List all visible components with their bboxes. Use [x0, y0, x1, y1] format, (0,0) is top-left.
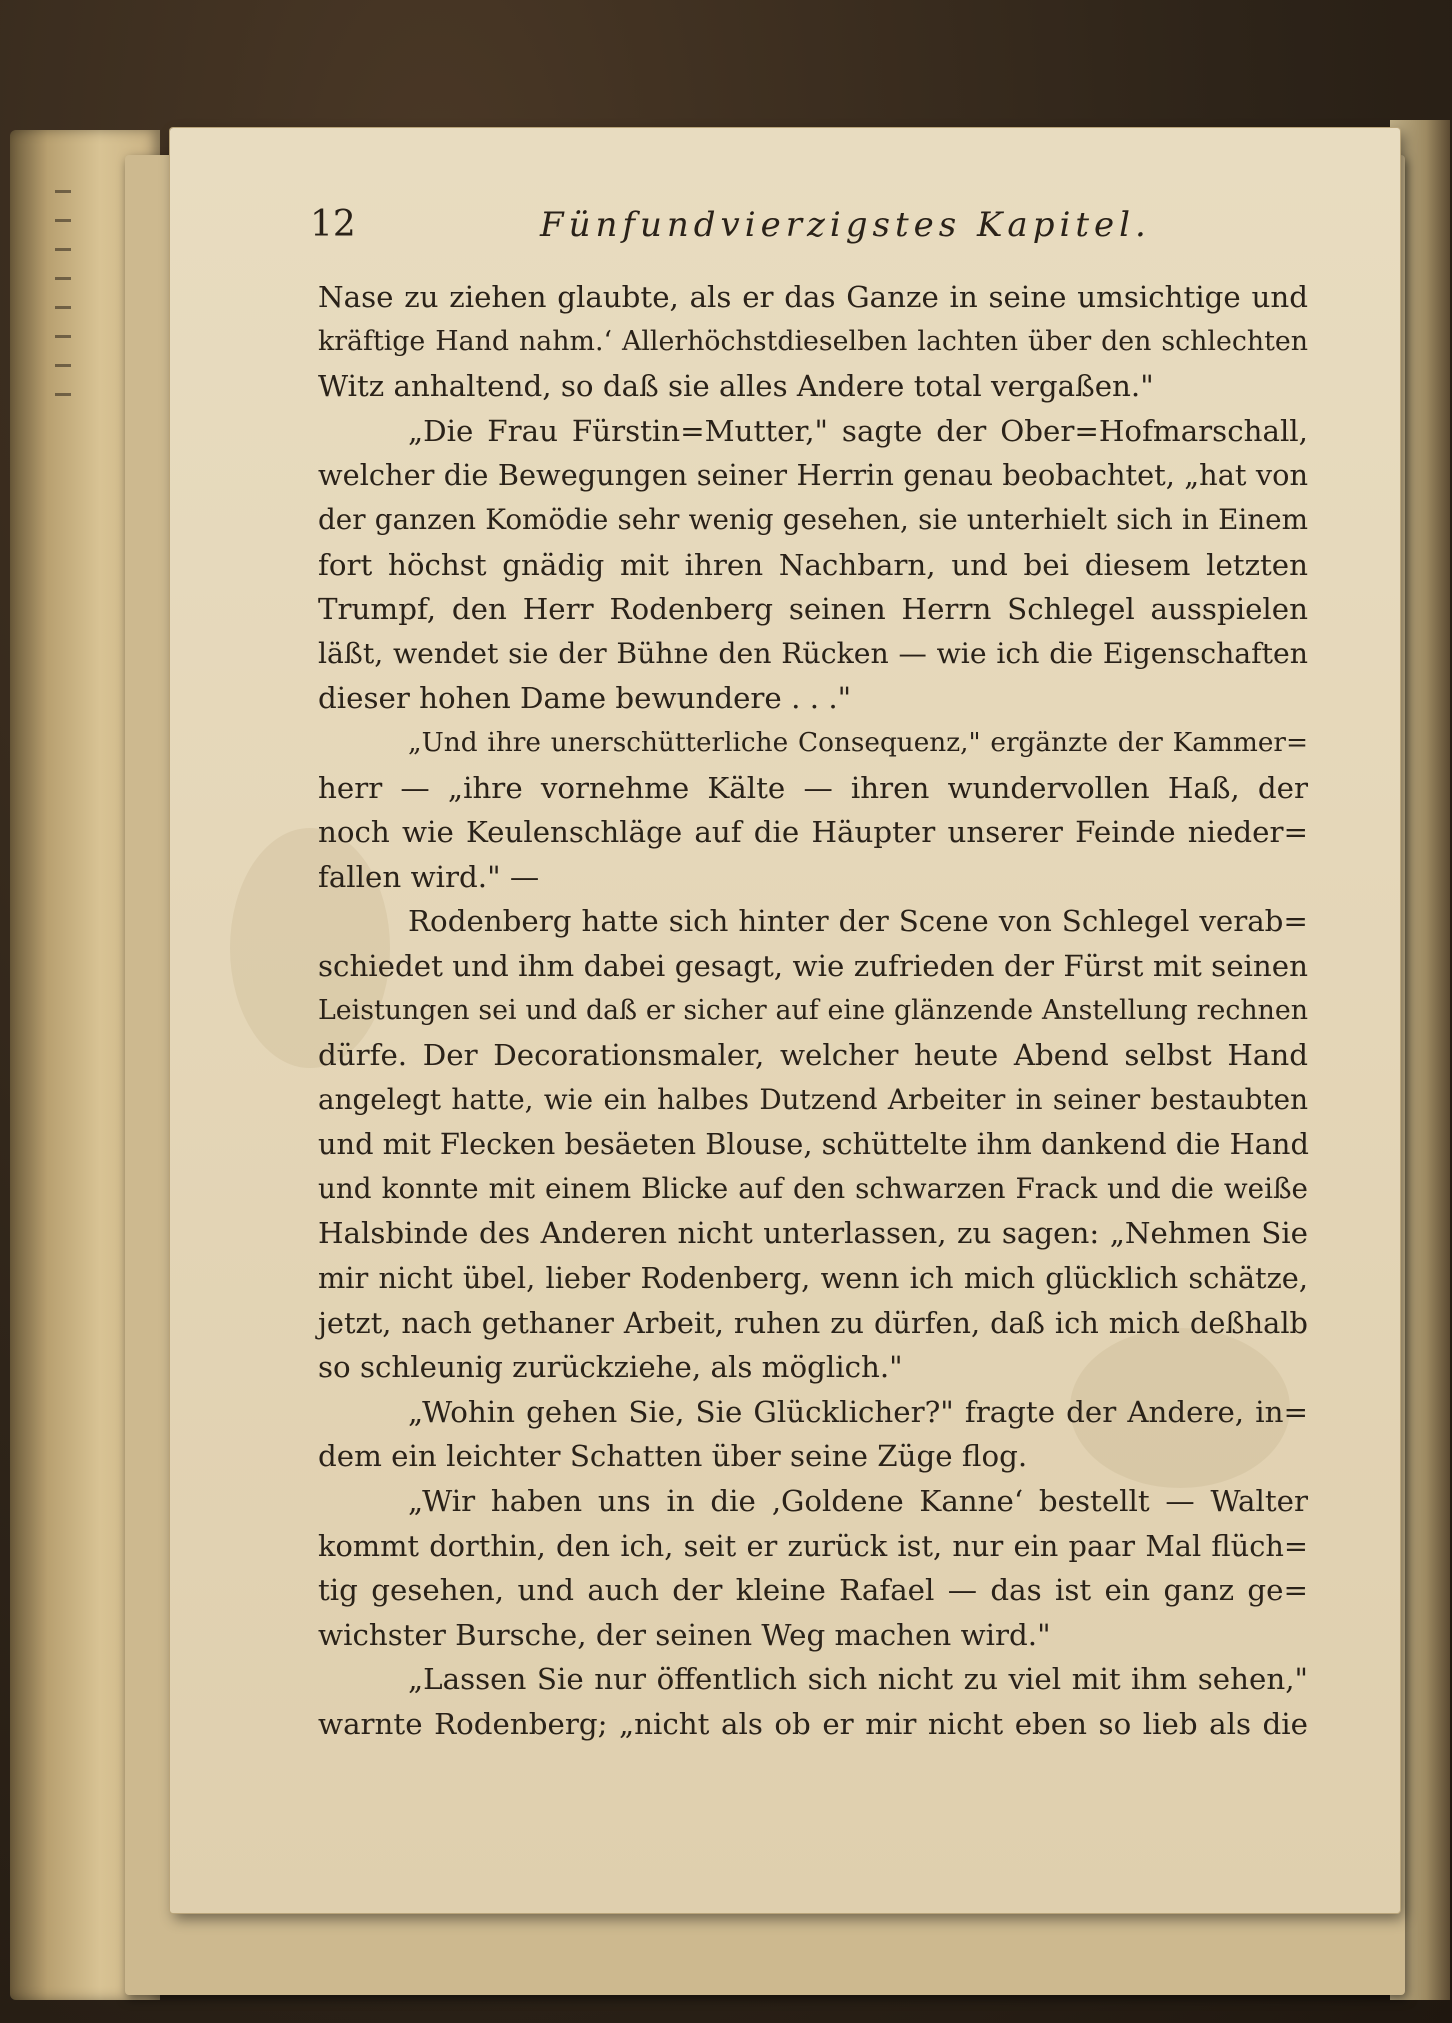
text-line: so schleunig zurückziehe, als möglich.": [318, 1350, 903, 1385]
text-line: und konnte mit einem Blicke auf den schwarzen Frack und die weiße: [318, 1171, 1308, 1205]
chapter-title: Fünfundvierzigstes Kapitel.: [540, 205, 1151, 245]
text-line: herr — „ihre vornehme Kälte — ihren wundervollen Haß, der: [318, 770, 1308, 805]
text-line: läßt, wendet sie der Bühne den Rücken — wie ich die Eigenschaften: [318, 636, 1308, 670]
text-line: schiedet und ihm dabei gesagt, wie zufrieden der Fürst mit seinen: [318, 948, 1308, 983]
text-line: kräftige Hand nahm.‘ Allerhöchstdieselben lachten über den schlechten: [318, 325, 1308, 357]
text-line: Nase zu ziehen glaubte, als er das Ganze in seine umsichtige und: [318, 280, 1308, 314]
spine-marks: [55, 190, 71, 690]
text-line: jetzt, nach gethaner Arbeit, ruhen zu dürfen, daß ich mich deßhalb: [318, 1305, 1308, 1340]
text-line: mir nicht übel, lieber Rodenberg, wenn ich mich glücklich schätze,: [318, 1261, 1308, 1296]
page-number: 12: [310, 204, 356, 245]
text-line: dieser hohen Dame bewundere . . .": [318, 681, 852, 716]
text-line: fort höchst gnädig mit ihren Nachbarn, und bei diesem letzten: [318, 547, 1308, 582]
text-line: Witz anhaltend, so daß sie alles Andere total vergaßen.": [318, 369, 1154, 404]
text-line: „Lassen Sie nur öffentlich sich nicht zu viel mit ihm sehen,": [408, 1662, 1308, 1697]
text-line: dürfe. Der Decorationsmaler, welcher heute Abend selbst Hand: [318, 1038, 1308, 1073]
text-line: „Wir haben uns in die ‚Goldene Kanne‘ bestellt — Walter: [408, 1484, 1308, 1519]
text-line: Trumpf, den Herr Rodenberg seinen Herrn Schlegel ausspielen: [318, 592, 1308, 627]
text-line: noch wie Keulenschläge auf die Häupter unserer Feinde nieder=: [318, 815, 1308, 850]
text-line: Rodenberg hatte sich hinter der Scene von Schlegel verab=: [408, 904, 1308, 939]
text-line: kommt dorthin, den ich, seit er zurück ist, nur ein paar Mal flüch=: [318, 1528, 1308, 1563]
text-line: „Die Frau Fürstin=Mutter," sagte der Ober=Hofmarschall,: [408, 413, 1308, 448]
text-line: der ganzen Komödie sehr wenig gesehen, sie unterhielt sich in Einem: [318, 502, 1308, 536]
text-line: Leistungen sei und daß er sicher auf eine glänzende Anstellung rechnen: [318, 994, 1308, 1026]
text-line: tig gesehen, und auch der kleine Rafael — das ist ein ganz ge=: [318, 1573, 1308, 1608]
text-line: „Und ihre unerschütterliche Consequenz," ergänzte der Kammer=: [408, 727, 1308, 758]
text-line: warnte Rodenberg; „nicht als ob er mir nicht eben so lieb als die: [318, 1707, 1308, 1741]
text-line: dem ein leichter Schatten über seine Züge flog.: [318, 1439, 1028, 1474]
body-text: [318, 275, 1308, 1747]
text-line: fallen wird." —: [318, 859, 540, 894]
text-line: Halsbinde des Anderen nicht unterlassen, zu sagen: „Nehmen Sie: [318, 1216, 1308, 1251]
text-line: welcher die Bewegungen seiner Herrin genau beobachtet, „hat von: [318, 458, 1308, 493]
running-head: [310, 200, 1310, 250]
text-line: und mit Flecken besäeten Blouse, schüttelte ihm dankend die Hand: [318, 1127, 1309, 1162]
text-line: angelegt hatte, wie ein halbes Dutzend Arbeiter in seiner bestaubten: [318, 1082, 1308, 1116]
text-line: wichster Bursche, der seinen Weg machen wird.": [318, 1617, 1051, 1652]
text-line: „Wohin gehen Sie, Sie Glücklicher?" fragte der Andere, in=: [408, 1394, 1308, 1429]
